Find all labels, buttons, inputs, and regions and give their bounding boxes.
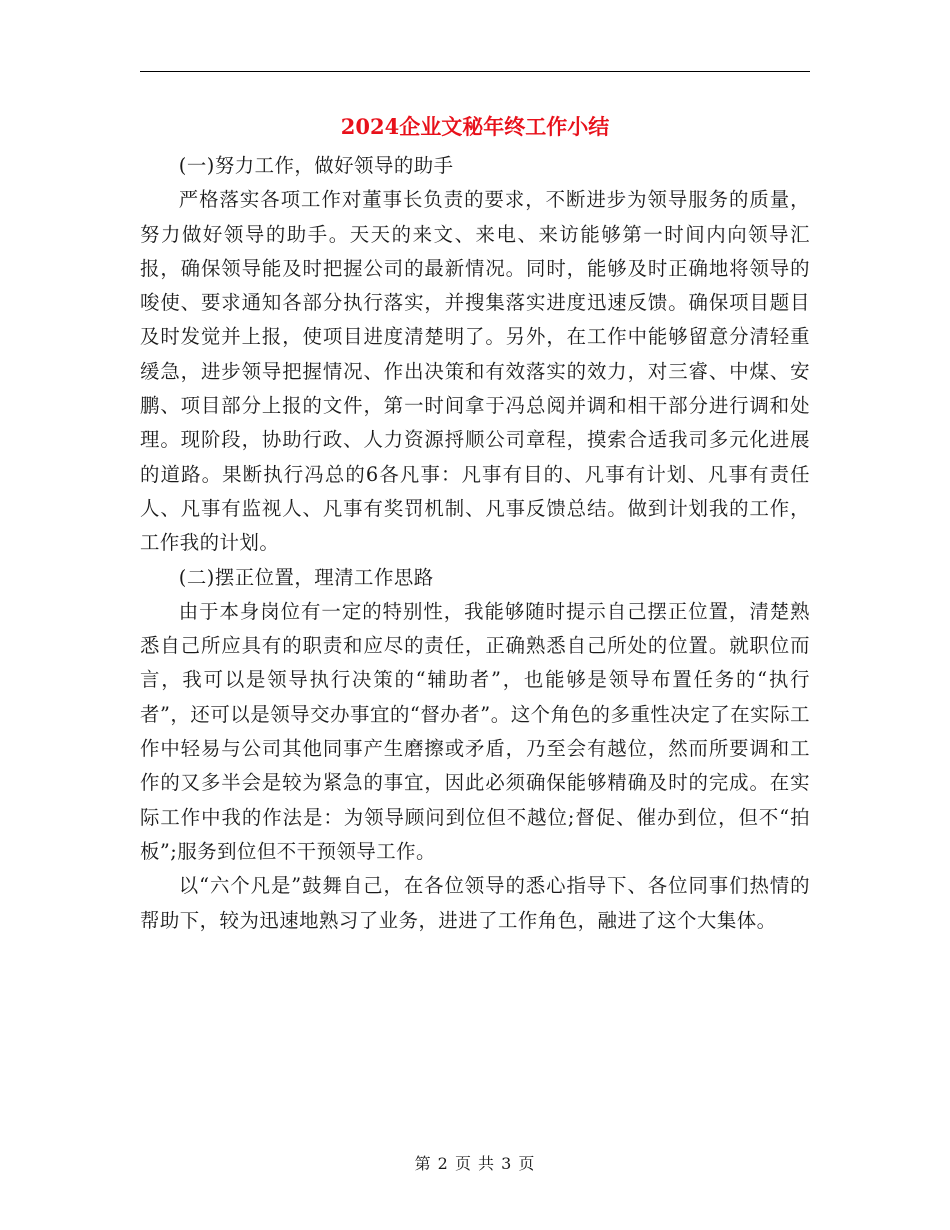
paragraph-3: 以“六个凡是”鼓舞自己，在各位领导的悉心指导下、各位同事们热情的帮助下，较为迅速地熟习了业务，进进了工作角色，融进了这个大集体。 [140,874,810,932]
paragraph-1: 严格落实各项工作对董事长负责的要求，不断进步为领导服务的质量，努力做好领导的助手。天天的来文、来电、来访能够第一时间内向领导汇报，确保领导能及时把握公司的最新情况。同时，能够及时正确地将领导的唆使、要求通知各部分执行落实，并搜集落实进度迅速反馈。确保项目题目及时发觉并上报，使项目进度清楚明了。另外，在工作中能够留意分清轻重缓急，进步领导把握情况、作出决策和有效落实的效力，对三睿、中煤、安鹏、项目部分上报的文件，第一时间拿于冯总阅并调和相干部分进行调和处理。现阶段，协助行政、人力资源捋顺公司章程，摸索合适我司多元化进展的道路。果断执行冯总的6各凡事：凡事有目的、凡事有计划、凡事有责任人、凡事有监视人、凡事有奖罚机制、凡事反馈总结。做到计划我的工作，工作我的计划。 [140,188,810,555]
document-title: 2024企业文秘年终工作小结 [340,114,610,139]
section-heading-2: (二)摆正位置，理清工作思路 [178,565,434,589]
header-rule [140,71,810,72]
page-number: 第 2 页 共 3 页 [414,1154,536,1173]
paragraph-2: 由于本身岗位有一定的特别性，我能够随时提示自己摆正位置，清楚熟悉自己所应具有的职责和应尽的责任，正确熟悉自己所处的位置。就职位而言，我可以是领导执行决策的“辅助者”，也能够是领导布置任务的“执行者”，还可以是领导交办事宜的“督办者”。这个角色的多重性决定了在实际工作中轻易与公司其他同事产生磨擦或矛盾，乃至会有越位，然而所要调和工作的又多半会是较为紧急的事宜，因此必须确保能够精确及时的完成。在实际工作中我的作法是：为领导顾问到位但不越位;督促、催办到位，但不“拍板”;服务到位但不干预领导工作。 [140,599,810,863]
document-body [140,149,810,938]
section-heading-1: (一)努力工作，做好领导的助手 [178,154,454,177]
